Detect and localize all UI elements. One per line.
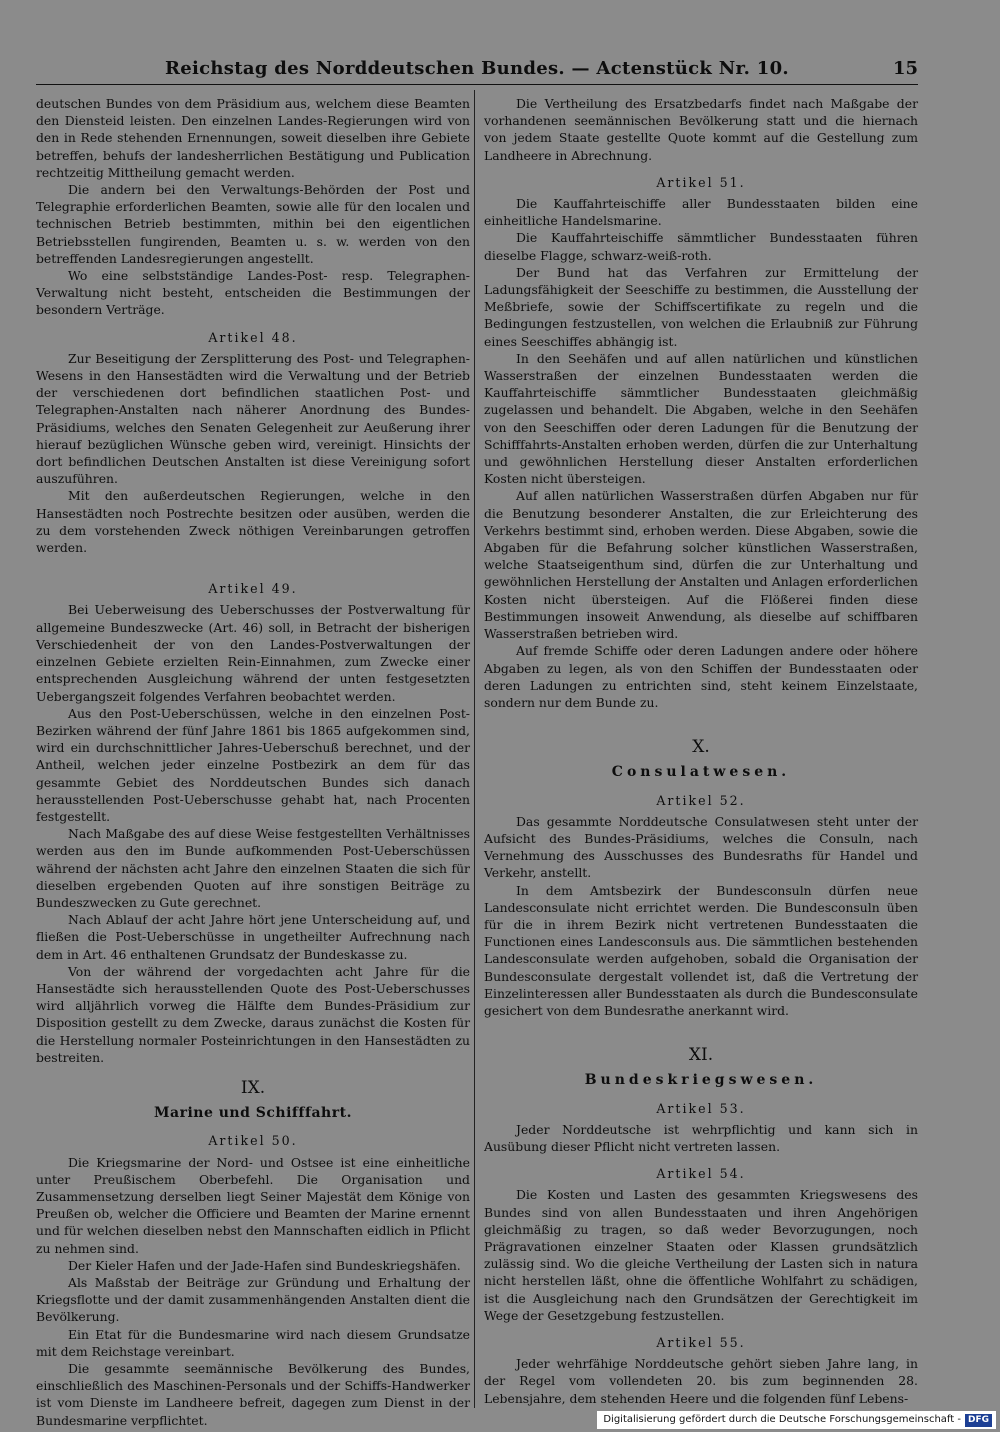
- article-heading: Artikel 48.: [208, 329, 298, 345]
- paragraph: In dem Amtsbezirk der Bundesconsuln dürfen neue Landesconsulate nicht errichtet werden. Die Bundesconsuln üben für die in ihrem Bezirk nicht vertretenen Bundesstaaten die Functionen eines Landesconsuls aus. Die sämmtlichen bestehenden Landesconsulate werden aufgehoben, sobald die Organisation der Bundesconsulate dergestalt vollendet ist, daß die Vertretung der Einzelinteressen aller Bundesstaaten als durch die Bundesconsulate gesichert von dem Bundesrathe anerkannt wird.: [484, 882, 918, 1018]
- article-heading: Artikel 55.: [656, 1335, 746, 1350]
- paragraph: In den Seehäfen und auf allen natürlichen und künstlichen Wasserstraßen der einzelnen Bundesstaaten werden die Kauffahrteischiffe sämmtlicher Bundesstaaten gleichmäßig zugelassen und behandelt. Die Abgaben, welche in den Seehäfen von den Seeschiffen oder deren Ladungen für die Benutzung der Schifffahrts-Anstalten erhoben werden, dürfen die zur Unterhaltung und gewöhnlichen Herstellung dieser Anstalten erforderlichen Kosten nicht übersteigen.: [484, 350, 918, 487]
- paragraph: Der Bund hat das Verfahren zur Ermittelung der Ladungsfähigkeit der Seeschiffe zu bestimmen, die Ausstellung der Meßbriefe, sowie der Schiffscertifikate zu regeln und die Bedingungen festzustellen, von welchen die Erlaubniß zur Führung eines Seeschiffes abhängig ist.: [484, 264, 918, 349]
- paragraph: Jeder wehrfähige Norddeutsche gehört sieben Jahre lang, in der Regel vom vollendeten 20. bis zum beginnenden 28. Lebensjahre, dem stehenden Heere und die folgenden fünf Lebens-: [484, 1356, 918, 1406]
- credit-text: Digitalisierung gefördert durch die Deutsche Forschungsgemeinschaft -: [603, 1414, 961, 1425]
- paragraph: Bei Ueberweisung des Ueberschusses der Postverwaltung für allgemeine Bundeszwecke (Art. 46) soll, in Betracht der bisherigen Verschiedenheit der von den Landes-Postverwaltungen der einzelnen Gebiete erzielten Rein-Einnahmen, zum Zwecke einer entsprechenden Ausgleichung während der unten festgesetzten Uebergangszeit folgendes Verfahren beobachtet werden.: [36, 602, 470, 704]
- right-column: [484, 95, 918, 1405]
- article-heading: Artikel 50.: [208, 1133, 298, 1149]
- page-number: 15: [892, 58, 918, 79]
- section-title: Consulatwesen.: [611, 764, 791, 781]
- paragraph: Von der während der vorgedachten acht Jahre für die Hansestädte sich herausstellenden Quote des Post-Ueberschusses wird alljährlich vorweg die Hälfte dem Bundes-Präsidium zur Disposition gestellt zu dem Zwecke, daraus zunächst die Kosten für die Herstellung normaler Posteinrichtungen in den Hansestädten zu bestreiten.: [36, 963, 470, 1065]
- paragraph: Als Maßstab der Beiträge zur Gründung und Erhaltung der Kriegsflotte und der damit zusammenhängenden Anstalten dient die Bevölkerung.: [36, 1275, 470, 1325]
- paragraph: Jeder Norddeutsche ist wehrpflichtig und kann sich in Ausübung dieser Pflicht nicht vertreten lassen.: [484, 1121, 918, 1154]
- section-title: Marine und Schifffahrt.: [154, 1105, 352, 1122]
- paragraph: Wo eine selbstständige Landes-Post- resp. Telegraphen-Verwaltung nicht besteht, entscheiden die Bestimmungen der besondern Verträge.: [36, 268, 470, 318]
- article-heading: Artikel 52.: [656, 792, 746, 808]
- digitization-credit: [597, 1411, 996, 1429]
- paragraph: Aus den Post-Ueberschüssen, welche in den einzelnen Post-Bezirken während der fünf Jahre 1861 bis 1865 aufgekommen sind, wird ein durchschnittlicher Jahres-Ueberschuß berechnet, und der Antheil, welchen jeder einzelne Postbezirk an dem für das gesammte Gebiet des Norddeutschen Bundes sich danach herausstellenden Post-Ueberschusse gehabt hat, nach Procenten festgestellt.: [36, 705, 470, 824]
- paragraph: Die gesammte seemännische Bevölkerung des Bundes, einschließlich des Maschinen-Personals und der Schiffs-Handwerker ist vom Dienste im Landheere befreit, dagegen zum Dienst in der Bundesmarine verpflichtet.: [36, 1361, 470, 1428]
- paragraph: Nach Ablauf der acht Jahre hört jene Unterscheidung auf, und fließen die Post-Ueberschüsse in ungetheilter Aufrechnung nach dem in Art. 46 enthaltenen Grundsatz der Bundeskasse zu.: [36, 912, 470, 962]
- paragraph: Auf allen natürlichen Wasserstraßen dürfen Abgaben nur für die Benutzung besonderer Anstalten, die zur Erleichterung des Verkehrs bestimmt sind, erhoben werden. Diese Abgaben, sowie die Abgaben für die Befahrung solcher künstlichen Wasserstraßen, welche Staatseigenthum sind, dürfen die zur Unterhaltung und gewöhnlichen Herstellung der Anstalten und Anlagen erforderlichen Kosten nicht übersteigen. Auf die Flößerei finden diese Bestimmungen insoweit Anwendung, als dieselbe auf schiffbaren Wasserstraßen betrieben wird.: [484, 488, 918, 642]
- paragraph: Auf fremde Schiffe oder deren Ladungen andere oder höhere Abgaben zu legen, als von den Schiffen der Bundesstaaten oder deren Ladungen zu entrichten sind, steht keinem Einzelstaate, sondern nur dem Bunde zu.: [484, 643, 918, 710]
- article-heading: Artikel 54.: [656, 1166, 746, 1182]
- paragraph: Die andern bei den Verwaltungs-Behörden der Post und Telegraphie erforderlichen Beamten, sowie alle für den localen und technischen Betrieb bestimmten, mithin bei den eigentlichen Betriebsstellen fungirenden, Beamten u. s. w. werden von den betreffenden Landesregierungen angestellt.: [36, 182, 470, 266]
- article-heading: Artikel 49.: [208, 581, 298, 597]
- paragraph: Die Kauffahrteischiffe sämmtlicher Bundesstaaten führen dieselbe Flagge, schwarz-weiß-roth.: [484, 230, 918, 263]
- section-number: IX.: [240, 1077, 266, 1098]
- dfg-logo: DFG: [965, 1414, 992, 1427]
- column-divider: [474, 90, 475, 1408]
- section-number: X.: [692, 737, 710, 758]
- article-heading: Artikel 53.: [656, 1100, 746, 1116]
- page-header: [36, 56, 918, 85]
- running-title: Reichstag des Norddeutschen Bundes. — Actenstück Nr. 10.: [165, 58, 789, 79]
- paragraph: Nach Maßgabe des auf diese Weise festgestellten Verhältnisses werden aus den im Bunde aufkommenden Post-Ueberschüssen während der nächsten acht Jahre den einzelnen Staaten die sich für dieselben ergebenden Quoten auf ihre sonstigen Beiträge zu Bundeszwecken zu Gute gerechnet.: [36, 826, 470, 910]
- paragraph: Die Vertheilung des Ersatzbedarfs findet nach Maßgabe der vorhandenen seemännischen Bevölkerung statt und die hiernach von jedem Staate gestellte Quote kommt auf die Gestellung zum Landheere in Abrechnung.: [484, 96, 918, 163]
- paragraph: Der Kieler Hafen und der Jade-Hafen sind Bundeskriegshäfen.: [68, 1257, 461, 1273]
- left-column: [36, 95, 470, 1428]
- paragraph: deutschen Bundes von dem Präsidium aus, welchem diese Beamten den Diensteid leisten. Den einzelnen Landes-Regierungen wird von den in Rede stehenden Ernennungen, soweit dieselben ihre Gebiete betreffen, behufs der landesherrlichen Bestätigung und Publication rechtzeitig Mittheilung gemacht werden.: [36, 96, 470, 180]
- paragraph: Die Kosten und Lasten des gesammten Kriegswesens des Bundes sind von allen Bundesstaaten und ihren Angehörigen gleichmäßig zu tragen, so daß weder Bevorzugungen, noch Prägravationen einzelner Staaten oder Klassen grundsätzlich zulässig sind. Wo die gleiche Vertheilung der Lasten sich in natura nicht herstellen läßt, ohne die öffentliche Wohlfahrt zu schädigen, ist die Ausgleichung nach den Grundsätzen der Gerechtigkeit im Wege der Gesetzgebung festzustellen.: [484, 1187, 918, 1323]
- article-heading: Artikel 51.: [656, 174, 746, 190]
- section-number: XI.: [688, 1045, 714, 1066]
- paragraph: Die Kriegsmarine der Nord- und Ostsee ist eine einheitliche unter Preußischem Oberbefehl. Die Organisation und Zusammensetzung derselben liegt Seiner Majestät dem Könige von Preußen ob, welcher die Officiere und Beamten der Marine ernennt und für welchen dieselben nebst den Mannschaften eidlich in Pflicht zu nehmen sind.: [36, 1154, 470, 1256]
- paragraph: Das gesammte Norddeutsche Consulatwesen steht unter der Aufsicht des Bundes-Präsidiums, welches die Consuln, nach Vernehmung des Ausschusses des Bundesraths für Handel und Verkehr, anstellt.: [484, 813, 918, 881]
- paragraph: Mit den außerdeutschen Regierungen, welche in den Hansestädten noch Postrechte besitzen oder ausüben, werden die zu dem vorstehenden Zweck nöthigen Vereinbarungen getroffen werden.: [36, 488, 470, 556]
- section-title: Bundeskriegswesen.: [584, 1072, 818, 1089]
- paragraph: Zur Beseitigung der Zersplitterung des Post- und Telegraphen-Wesens in den Hansestädten wird die Verwaltung und der Betrieb der verschiedenen dort befindlichen staatlichen Post- und Telegraphen-Anstalten nach näherer Anordnung des Bundes-Präsidiums, welches den Senaten Gelegenheit zur Aeußerung ihrer hierauf bezüglichen Wünsche geben wird, vereinigt. Hinsichts der dort befindlichen Deutschen Anstalten ist diese Vereinigung sofort auszuführen.: [36, 350, 470, 487]
- paragraph: Die Kauffahrteischiffe aller Bundesstaaten bilden eine einheitliche Handelsmarine.: [484, 196, 918, 229]
- paragraph: Ein Etat für die Bundesmarine wird nach diesem Grundsatze mit dem Reichstage vereinbart.: [36, 1326, 470, 1359]
